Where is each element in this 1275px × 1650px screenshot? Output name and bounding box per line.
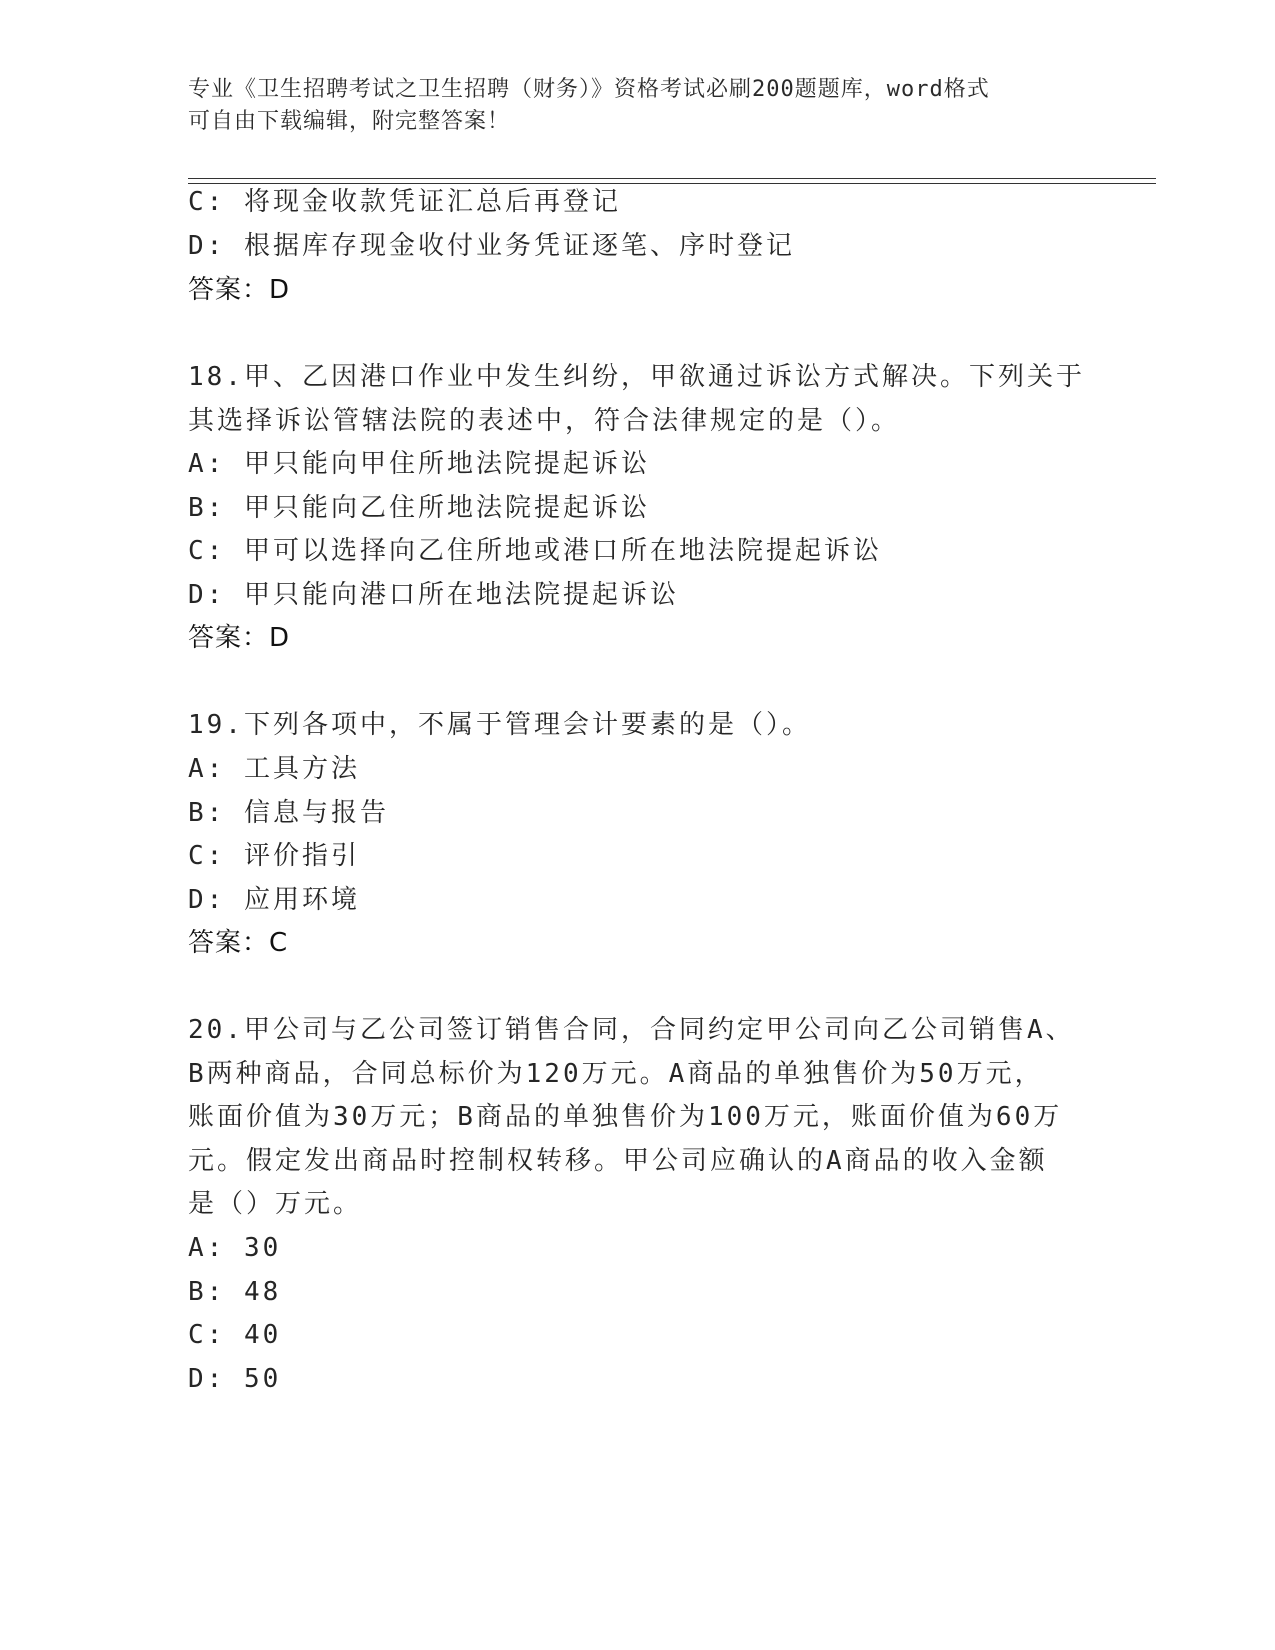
prev-option-c: C: 将现金收款凭证汇总后再登记 [188,187,621,217]
q20-stem-line-5: 是（）万元。 [188,1189,363,1219]
header-line-1: 专业《卫生招聘考试之卫生招聘（财务）》资格考试必刷200题题库，word格式 [188,77,990,102]
q18-option-b: B: 甲只能向乙住所地法院提起诉讼 [188,493,650,523]
q19-answer: 答案：C [188,928,289,958]
header-divider-top [188,178,1156,179]
q18-option-c: C: 甲可以选择向乙住所地或港口所在地法院提起诉讼 [188,536,882,566]
q20-stem-line-2: B两种商品，合同总标价为120万元。A商品的单独售价为50万元， [188,1059,1044,1089]
q19-option-d: D: 应用环境 [188,885,360,915]
q18-option-a: A: 甲只能向甲住所地法院提起诉讼 [188,449,650,479]
q20-option-a: A: 30 [188,1233,282,1263]
q19-option-b: B: 信息与报告 [188,798,389,828]
header-line-2: 可自由下载编辑，附完整答案！ [188,109,511,134]
q19-option-a: A: 工具方法 [188,754,360,784]
prev-answer: 答案：D [188,275,291,305]
q18-answer: 答案：D [188,623,291,653]
header-divider-bottom [188,183,1156,184]
prev-option-d: D: 根据库存现金收付业务凭证逐笔、序时登记 [188,231,795,261]
q18-stem-line-2: 其选择诉讼管辖法院的表述中，符合法律规定的是（）。 [188,406,901,436]
q20-stem-line-4: 元。假定发出商品时控制权转移。甲公司应确认的A商品的收入金额 [188,1146,1048,1176]
q19-option-c: C: 评价指引 [188,841,360,871]
document-header [188,74,1068,138]
q18-stem-line-1: 18.甲、乙因港口作业中发生纠纷，甲欲通过诉讼方式解决。下列关于 [188,362,1085,392]
q20-option-c: C: 40 [188,1320,282,1350]
q20-stem-line-1: 20.甲公司与乙公司签订销售合同，合同约定甲公司向乙公司销售A、 [188,1015,1075,1045]
q20-option-d: D: 50 [188,1364,282,1394]
q20-option-b: B: 48 [188,1277,282,1307]
q18-option-d: D: 甲只能向港口所在地法院提起诉讼 [188,580,679,610]
q19-stem-line-1: 19.下列各项中，不属于管理会计要素的是（）。 [188,710,811,740]
q20-stem-line-3: 账面价值为30万元；B商品的单独售价为100万元，账面价值为60万 [188,1102,1063,1132]
